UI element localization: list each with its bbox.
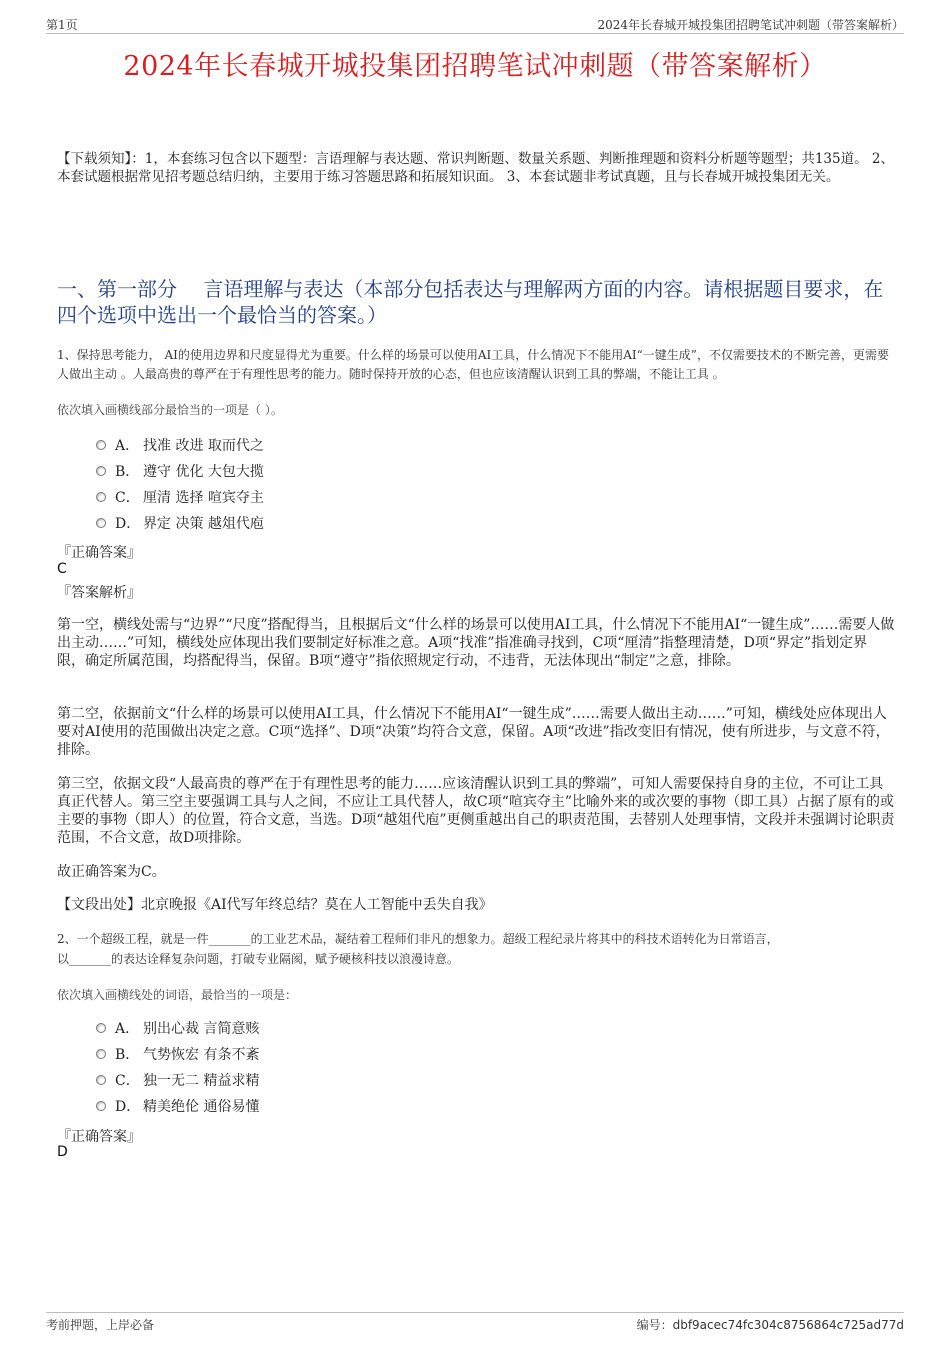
question-1-prompt: 依次填入画横线部分最恰当的一项是（ ）。 (57, 403, 283, 417)
option-text: 厘清 选择 喧宾夺主 (143, 490, 264, 506)
option-b[interactable] (96, 1041, 259, 1067)
question-1-options (96, 432, 264, 536)
radio-icon[interactable] (96, 466, 106, 476)
option-d[interactable] (96, 1093, 259, 1119)
option-key: A． (115, 438, 140, 454)
radio-icon[interactable] (96, 518, 106, 528)
radio-icon[interactable] (96, 1049, 106, 1059)
question-2-stem-line1: 2、一个超级工程，就是一件_______的工业艺术品，凝结着工程师们非凡的想象力。超级工程纪录片将其中的科技术语转化为日常语言， (57, 932, 779, 946)
option-key: B． (115, 464, 140, 480)
answer-label: 『正确答案』 (57, 1129, 141, 1145)
question-2-stem-line2: 以_______的表达诠释复杂问题，打破专业隔阂，赋予硬核科技以浪漫诗意。 (57, 952, 460, 966)
page-number: 第1页 (46, 18, 78, 32)
analysis-paragraph-2: 第二空，依据前文“什么样的场景可以使用AI工具，什么情况下不能用AI“一键生成”……需要人做出主动……”可知，横线处应体现出人要对AI使用的范围做出决定之意。C项“选择”、D项“决策”均符合文意，保留。A项“改进”指改变旧有情况，使有所进步，与文意不符，排除。 (57, 706, 890, 758)
footer-code (637, 1316, 904, 1333)
option-a[interactable] (96, 1015, 259, 1041)
option-b[interactable] (96, 458, 264, 484)
section-title: 一、第一部分 言语理解与表达（本部分包括表达与理解两方面的内容。请根据题目要求，在四个选项中选出一个最恰当的答案。） (57, 277, 884, 327)
option-key: C． (115, 1073, 140, 1089)
question-1-stem: 1、保持思考能力， AI的使用边界和尺度显得尤为重要。什么样的场景可以使用AI工具，什么情况下不能用AI“一键生成”，不仅需要技术的不断完善，更需要人做出主动 。人最高贵的尊严在于有理性思考的能力。随时保持开放的心态，但也应该清醒认识到工具的弊端，不能让工具 。 (57, 348, 889, 381)
footer-slogan: 考前押题，上岸必备 (46, 1318, 155, 1332)
option-key: B． (115, 1047, 140, 1063)
option-key: D． (115, 1099, 141, 1115)
page-header (46, 14, 904, 34)
option-key: C． (115, 490, 140, 506)
option-d[interactable] (96, 510, 264, 536)
option-text: 独一无二 精益求精 (143, 1073, 260, 1089)
option-text: 精美绝伦 通俗易懂 (143, 1099, 260, 1115)
option-text: 找准 改进 取而代之 (143, 438, 264, 454)
option-c[interactable] (96, 1067, 259, 1093)
option-key: D． (115, 516, 141, 532)
option-text: 别出心裁 言简意赅 (143, 1021, 260, 1037)
option-c[interactable] (96, 484, 264, 510)
footer-code-label: 编号： (636, 1318, 673, 1332)
analysis-paragraph-3: 第三空，依据文段“人最高贵的尊严在于有理性思考的能力……应该清醒认识到工具的弊端”，可知人需要保持自身的主位，不可让工具真正代替人。第三空主要强调工具与人之间，不应让工具代替人，故C项“喧宾夺主”比喻外来的或次要的事物（即工具）占据了原有的或主要的事物（即人）的位置，符合文意，当选。D项“越俎代庖”更侧重越出自己的职责范围，去替别人处理事情，文段并未强调讨论职责范围，不合文意，故D项排除。 (57, 776, 895, 846)
source-citation: 【文段出处】北京晚报《AI代写年终总结？莫在人工智能中丢失自我》 (57, 897, 493, 913)
option-key: A． (115, 1021, 140, 1037)
radio-icon[interactable] (96, 1075, 106, 1085)
answer-label: 『正确答案』 (57, 545, 141, 561)
answer-value: C (57, 561, 67, 577)
analysis-conclusion: 故正确答案为C。 (57, 864, 166, 880)
option-text: 遵守 优化 大包大揽 (143, 464, 264, 480)
analysis-paragraph-1: 第一空，横线处需与“边界”“尺度”搭配得当，且根据后文“什么样的场景可以使用AI工具，什么情况下不能用AI“一键生成”……需要人做出主动……”可知，横线处应体现出我们要制定好标准之意。A项“找准”指准确寻找到，C项“厘清”指整理清楚，D项“界定”指划定界限，确定所属范围，均搭配得当，保留。B项“遵守”指依照规定行动，不违背，无法体现出“制定”之意，排除。 (57, 617, 895, 669)
analysis-label: 『答案解析』 (57, 585, 141, 601)
header-doc-title: 2024年长春城开城投集团招聘笔试冲刺题（带答案解析） (597, 18, 904, 32)
page-footer (46, 1312, 904, 1334)
download-notice: 【下载须知】：1，本套练习包含以下题型：言语理解与表达题、常识判断题、数量关系题、判断推理题和资料分析题等题型；共135道。 2、本套试题根据常见招考题总结归纳，主要用于练习答题思路和拓展知识面。 3、本套试题非考试真题，且与长春城开城投集团无关。 (57, 151, 894, 185)
radio-icon[interactable] (96, 440, 106, 450)
footer-code-value: dbf9acec74fc304c8756864c725ad77d (672, 1318, 904, 1332)
option-text: 界定 决策 越俎代庖 (143, 516, 264, 532)
radio-icon[interactable] (96, 492, 106, 502)
answer-value: D (57, 1144, 68, 1160)
radio-icon[interactable] (96, 1101, 106, 1111)
document-title: 2024年长春城开城投集团招聘笔试冲刺题（带答案解析） (123, 51, 827, 82)
question-2-prompt: 依次填入画横线处的词语，最恰当的一项是： (57, 988, 298, 1002)
option-a[interactable] (96, 432, 264, 458)
option-text: 气势恢宏 有条不紊 (143, 1047, 260, 1063)
radio-icon[interactable] (96, 1023, 106, 1033)
question-2-options (96, 1015, 259, 1119)
